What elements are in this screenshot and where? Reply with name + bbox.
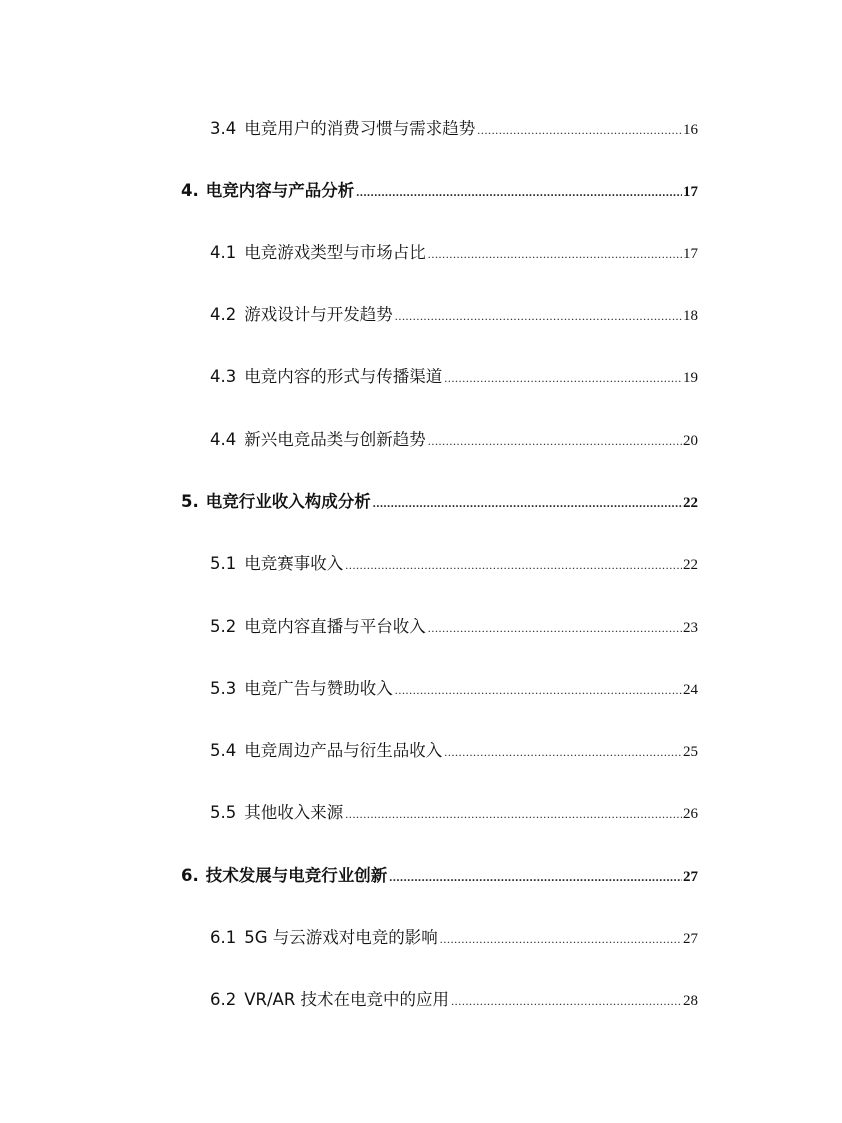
- toc-entry-number: 5.1: [210, 554, 237, 573]
- toc-page-number: 17: [683, 246, 698, 262]
- toc-entry-number: 4.2: [210, 305, 237, 324]
- toc-entry-title: [210, 429, 426, 451]
- toc-entry-title: [181, 491, 371, 513]
- toc-page-number: 25: [683, 744, 698, 760]
- toc-page-number: 27: [683, 869, 698, 885]
- toc-page-number: 18: [683, 308, 698, 324]
- toc-dot-leader: [428, 617, 682, 639]
- toc-entry-title: [210, 553, 343, 575]
- toc-entry-text: 新兴电竞品类与创新趋势: [244, 430, 426, 449]
- toc-entry-number: 4.1: [210, 243, 237, 262]
- toc-entry-title: [210, 927, 438, 949]
- toc-entry-text: 电竞行业收入构成分析: [205, 492, 371, 511]
- toc-entry-number: 6.1: [210, 928, 237, 947]
- toc-entry-text: 5G 与云游戏对电竞的影响: [244, 928, 438, 947]
- toc-dot-leader: [395, 679, 682, 701]
- toc-entry-title: [181, 865, 387, 887]
- toc-entry-number: 5.5: [210, 803, 237, 822]
- toc-entry-5[interactable]: [181, 491, 698, 513]
- toc-entry-title: [210, 989, 449, 1011]
- toc-entry-text: 电竞内容的形式与传播渠道: [244, 367, 443, 386]
- toc-entry-5-3[interactable]: [210, 678, 698, 700]
- toc-page-number: 22: [683, 495, 698, 511]
- toc-entry-title: [210, 740, 442, 762]
- toc-entry-title: [210, 366, 442, 388]
- toc-page-number: 23: [683, 620, 698, 636]
- toc-entry-number: 4.: [181, 181, 199, 200]
- toc-entry-number: 6.: [181, 866, 199, 885]
- toc-dot-leader: [356, 181, 682, 203]
- toc-entry-text: 其他收入来源: [244, 803, 344, 822]
- toc-entry-title: [210, 242, 426, 264]
- toc-entry-title: [210, 802, 343, 824]
- toc-page-number: 26: [683, 806, 698, 822]
- toc-page-number: 22: [683, 557, 698, 573]
- toc-entry-number: 4.3: [210, 367, 237, 386]
- toc-dot-leader: [444, 367, 682, 389]
- toc-entry-4-1[interactable]: [210, 242, 698, 264]
- toc-page-number: 17: [683, 184, 698, 200]
- toc-page-number: 19: [683, 370, 698, 386]
- toc-dot-leader: [440, 928, 682, 950]
- toc-entry-number: 4.4: [210, 430, 237, 449]
- toc-entry-number: 5.3: [210, 679, 237, 698]
- toc-entry-5-2[interactable]: [210, 616, 698, 638]
- toc-entry-number: 6.2: [210, 990, 237, 1009]
- toc-entry-5-5[interactable]: [210, 802, 698, 824]
- toc-entry-6-2[interactable]: [210, 989, 698, 1011]
- toc-entry-text: 电竞用户的消费习惯与需求趋势: [244, 119, 476, 138]
- toc-entry-text: 技术发展与电竞行业创新: [205, 866, 388, 885]
- toc-entry-5-4[interactable]: [210, 740, 698, 762]
- toc-dot-leader: [389, 866, 682, 888]
- toc-entry-4-2[interactable]: [210, 304, 698, 326]
- toc-dot-leader: [477, 119, 682, 141]
- toc-dot-leader: [451, 990, 682, 1012]
- toc-dot-leader: [345, 554, 682, 576]
- toc-entry-3-4[interactable]: [210, 118, 698, 140]
- toc-entry-text: 电竞赛事收入: [244, 554, 344, 573]
- toc-entry-4-4[interactable]: [210, 429, 698, 451]
- toc-page-number: 27: [683, 931, 698, 947]
- toc-entry-5-1[interactable]: [210, 553, 698, 575]
- toc-entry-number: 5.2: [210, 617, 237, 636]
- toc-entry-number: 5.: [181, 492, 199, 511]
- toc-entry-number: 5.4: [210, 741, 237, 760]
- toc-entry-4-3[interactable]: [210, 366, 698, 388]
- toc-dot-leader: [428, 243, 682, 265]
- toc-dot-leader: [395, 305, 682, 327]
- toc-dot-leader: [373, 492, 682, 514]
- toc-entry-title: [210, 616, 426, 638]
- toc-entry-number: 3.4: [210, 119, 237, 138]
- toc-entry-text: 电竞内容与产品分析: [205, 181, 355, 200]
- toc-entry-text: 电竞广告与赞助收入: [244, 679, 393, 698]
- toc-entry-4[interactable]: [181, 180, 698, 202]
- toc-entry-text: 游戏设计与开发趋势: [244, 305, 393, 324]
- toc-dot-leader: [345, 803, 682, 825]
- toc-page-number: 16: [683, 122, 698, 138]
- toc-page-number: 20: [683, 433, 698, 449]
- toc-entry-text: VR/AR 技术在电竞中的应用: [244, 990, 450, 1009]
- toc-entry-6-1[interactable]: [210, 927, 698, 949]
- toc-dot-leader: [428, 430, 682, 452]
- toc-entry-text: 电竞游戏类型与市场占比: [244, 243, 426, 262]
- toc-entry-text: 电竞周边产品与衍生品收入: [244, 741, 443, 760]
- toc-dot-leader: [444, 741, 682, 763]
- toc-entry-text: 电竞内容直播与平台收入: [244, 617, 426, 636]
- toc-page-number: 28: [683, 993, 698, 1009]
- toc-entry-title: [181, 180, 354, 202]
- toc-entry-title: [210, 118, 475, 140]
- toc-entry-title: [210, 678, 393, 700]
- toc-entry-6[interactable]: [181, 865, 698, 887]
- toc-page-number: 24: [683, 682, 698, 698]
- toc-entry-title: [210, 304, 393, 326]
